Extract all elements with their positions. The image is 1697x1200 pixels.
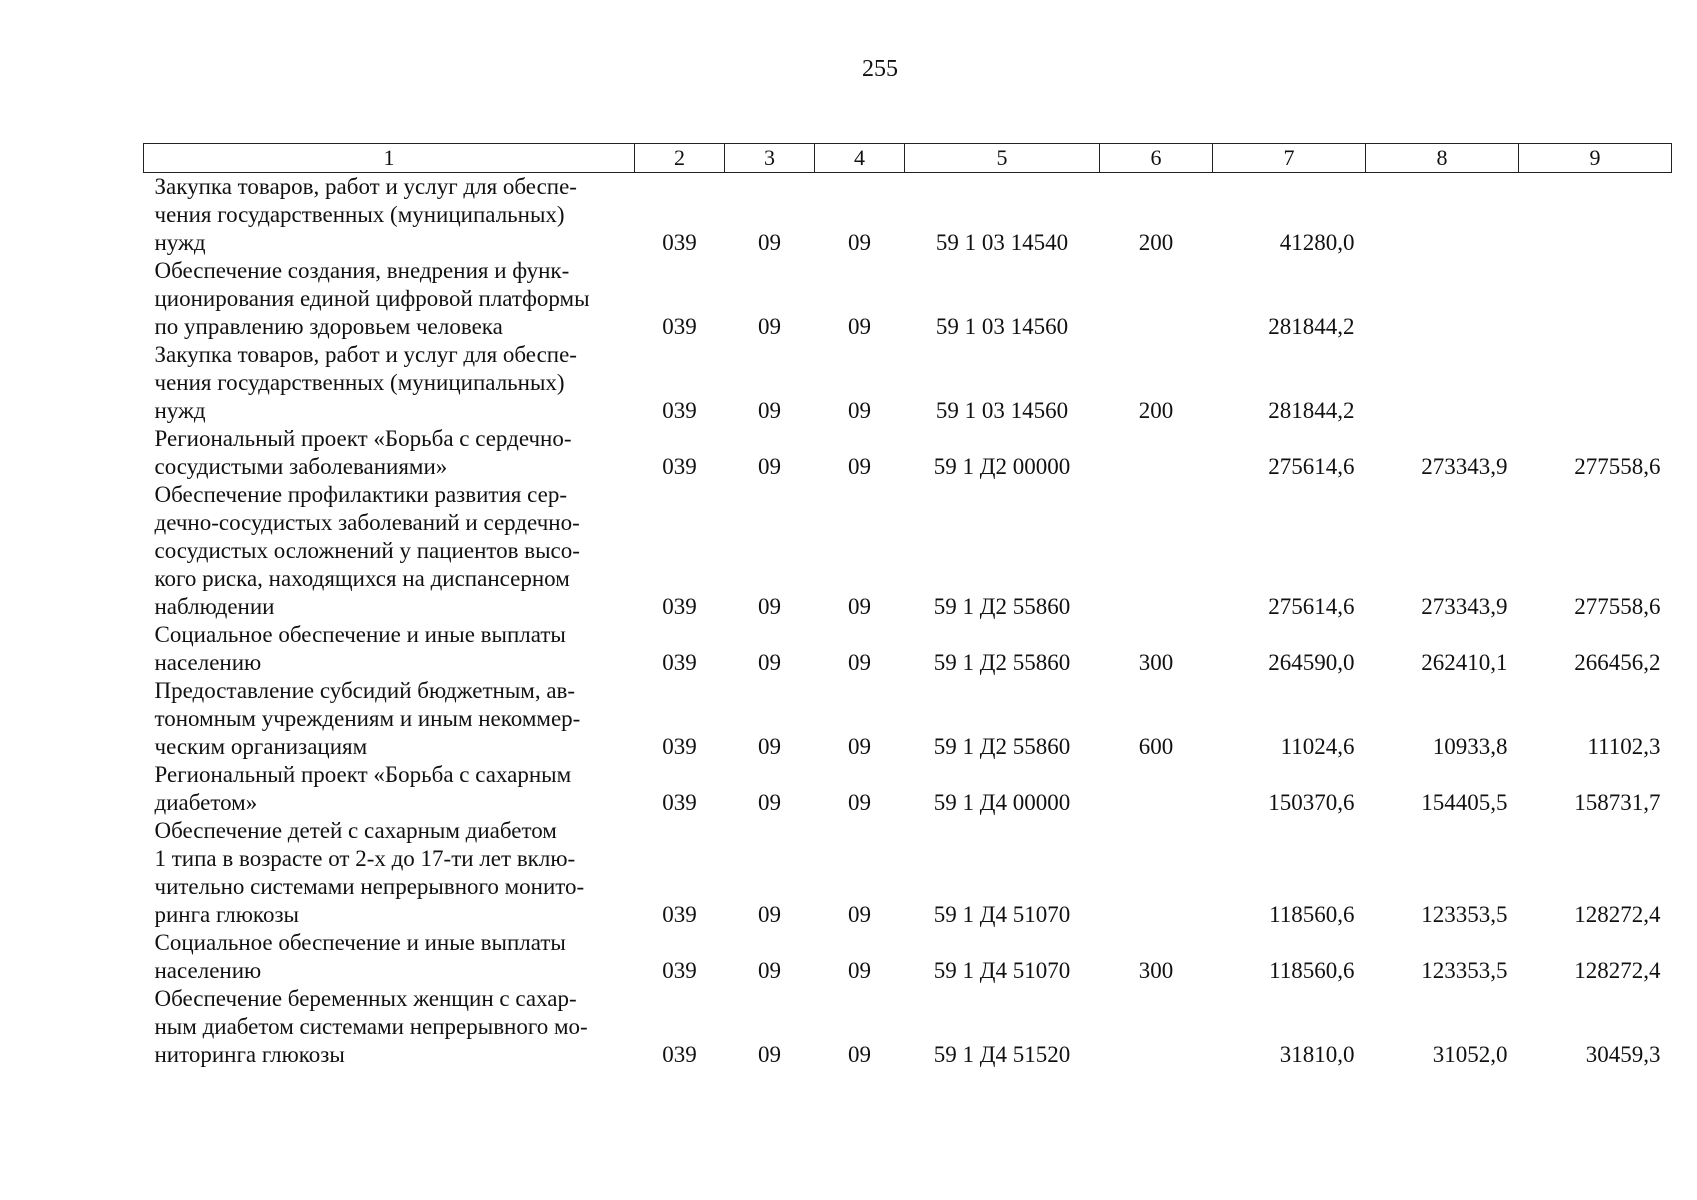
section-code: 09 xyxy=(758,314,781,339)
subsection-code: 09 xyxy=(848,398,871,423)
section-code: 09 xyxy=(758,902,781,927)
amount-year-3 xyxy=(1519,173,1672,258)
target-article-code: 59 1 03 14560 xyxy=(935,314,1069,339)
amount-year-2: 123353,5 xyxy=(1421,958,1508,983)
description-line: населению xyxy=(154,650,262,675)
description-line: ным диабетом системами непрерывного мо- xyxy=(154,1014,588,1039)
table-row xyxy=(144,677,1672,761)
amount-year-2: 10933,8 xyxy=(1432,734,1508,759)
amount-year-2: 273343,9 xyxy=(1421,594,1508,619)
target-article-code: 59 1 Д4 51520 xyxy=(933,1042,1071,1067)
row-description xyxy=(144,621,635,677)
amount-year-3: 128272,4 xyxy=(1574,902,1661,927)
expense-type-code xyxy=(1100,761,1213,817)
amount-year-3: 128272,4 xyxy=(1574,958,1661,983)
chapter-code: 039 xyxy=(662,314,697,339)
description-line: диабетом» xyxy=(154,790,258,815)
amount-year-3: 158731,7 xyxy=(1574,790,1661,815)
chapter-code: 039 xyxy=(662,734,697,759)
column-header-6: 6 xyxy=(1100,144,1213,173)
section-code: 09 xyxy=(758,398,781,423)
expense-type-code: 300 xyxy=(1138,650,1174,675)
table-row xyxy=(144,257,1672,341)
subsection-code: 09 xyxy=(848,314,871,339)
section-code: 09 xyxy=(758,454,781,479)
description-line: ческим организациям xyxy=(154,734,368,759)
amount-year-2: 154405,5 xyxy=(1421,790,1508,815)
row-description xyxy=(144,985,635,1069)
amount-year-1: 281844,2 xyxy=(1268,398,1355,423)
description-line: Закупка товаров, работ и услуг для обеспе- xyxy=(154,342,577,367)
chapter-code: 039 xyxy=(662,230,697,255)
row-description xyxy=(144,257,635,341)
row-description xyxy=(144,481,635,621)
target-article-code: 59 1 Д2 55860 xyxy=(933,594,1071,619)
subsection-code: 09 xyxy=(848,734,871,759)
target-article-code: 59 1 Д2 00000 xyxy=(933,454,1071,479)
subsection-code: 09 xyxy=(848,958,871,983)
amount-year-3: 266456,2 xyxy=(1574,650,1661,675)
description-line: кого риска, находящихся на диспансерном xyxy=(154,566,570,591)
header-row xyxy=(144,144,1672,173)
description-line: чения государственных (муниципальных) xyxy=(154,202,565,227)
amount-year-1: 41280,0 xyxy=(1279,230,1355,255)
column-header-9: 9 xyxy=(1519,144,1672,173)
section-code: 09 xyxy=(758,650,781,675)
amount-year-2: 262410,1 xyxy=(1421,650,1508,675)
description-line: Обеспечение беременных женщин с сахар- xyxy=(154,986,577,1011)
table-row xyxy=(144,929,1672,985)
expense-type-code: 200 xyxy=(1138,398,1174,423)
subsection-code: 09 xyxy=(848,902,871,927)
table-body xyxy=(144,173,1672,1070)
target-article-code: 59 1 Д4 51070 xyxy=(933,958,1071,983)
description-line: Закупка товаров, работ и услуг для обеспе- xyxy=(154,174,577,199)
amount-year-3: 277558,6 xyxy=(1574,594,1661,619)
description-line: сосудистыми заболеваниями» xyxy=(154,454,448,479)
amount-year-2 xyxy=(1366,341,1519,425)
description-line: чения государственных (муниципальных) xyxy=(154,370,565,395)
section-code: 09 xyxy=(758,594,781,619)
table-row xyxy=(144,481,1672,621)
row-description xyxy=(144,677,635,761)
target-article-code: 59 1 03 14540 xyxy=(935,230,1069,255)
chapter-code: 039 xyxy=(662,454,697,479)
amount-year-3: 30459,3 xyxy=(1585,1042,1661,1067)
column-header-7: 7 xyxy=(1213,144,1366,173)
section-code: 09 xyxy=(758,1042,781,1067)
table-row xyxy=(144,761,1672,817)
subsection-code: 09 xyxy=(848,454,871,479)
table-row xyxy=(144,621,1672,677)
chapter-code: 039 xyxy=(662,902,697,927)
chapter-code: 039 xyxy=(662,398,697,423)
column-header-2: 2 xyxy=(635,144,725,173)
expense-type-code xyxy=(1100,481,1213,621)
amount-year-1: 264590,0 xyxy=(1268,650,1355,675)
target-article-code: 59 1 Д4 51070 xyxy=(933,902,1071,927)
description-line: Обеспечение детей с сахарным диабетом xyxy=(154,818,557,843)
description-line: наблюдении xyxy=(154,594,275,619)
description-line: ринга глюкозы xyxy=(154,902,299,927)
amount-year-2: 273343,9 xyxy=(1421,454,1508,479)
description-line: сосудистых осложнений у пациентов высо- xyxy=(154,538,580,563)
chapter-code: 039 xyxy=(662,790,697,815)
table-header xyxy=(144,144,1672,173)
section-code: 09 xyxy=(758,790,781,815)
description-line: Предоставление субсидий бюджетным, ав- xyxy=(154,678,576,703)
column-header-4: 4 xyxy=(815,144,905,173)
amount-year-1: 275614,6 xyxy=(1268,594,1355,619)
column-header-5: 5 xyxy=(905,144,1100,173)
column-header-1: 1 xyxy=(144,144,635,173)
expense-type-code xyxy=(1100,257,1213,341)
description-line: Обеспечение создания, внедрения и функ- xyxy=(154,258,570,283)
expense-type-code: 300 xyxy=(1138,958,1174,983)
description-line: Социальное обеспечение и иные выплаты xyxy=(154,930,566,955)
description-line: тономным учреждениям и иным некоммер- xyxy=(154,706,581,731)
amount-year-3 xyxy=(1519,257,1672,341)
chapter-code: 039 xyxy=(662,1042,697,1067)
description-line: 1 типа в возрасте от 2-х до 17-ти лет вклю- xyxy=(154,846,576,871)
amount-year-3: 11102,3 xyxy=(1587,734,1661,759)
description-line: чительно системами непрерывного монито- xyxy=(154,874,585,899)
subsection-code: 09 xyxy=(848,230,871,255)
expense-type-code: 200 xyxy=(1138,230,1174,255)
description-line: Обеспечение профилактики развития сер- xyxy=(154,482,567,507)
amount-year-1: 118560,6 xyxy=(1269,958,1355,983)
row-description xyxy=(144,341,635,425)
amount-year-3: 277558,6 xyxy=(1574,454,1661,479)
subsection-code: 09 xyxy=(848,594,871,619)
subsection-code: 09 xyxy=(848,650,871,675)
chapter-code: 039 xyxy=(662,958,697,983)
description-line: Региональный проект «Борьба с сердечно- xyxy=(154,426,572,451)
section-code: 09 xyxy=(758,230,781,255)
budget-table xyxy=(143,143,1672,1069)
description-line: ниторинга глюкозы xyxy=(154,1042,345,1067)
description-line: нужд xyxy=(154,398,206,423)
description-line: по управлению здоровьем человека xyxy=(154,314,503,339)
chapter-code: 039 xyxy=(662,594,697,619)
target-article-code: 59 1 Д4 00000 xyxy=(933,790,1071,815)
target-article-code: 59 1 Д2 55860 xyxy=(933,650,1071,675)
amount-year-3 xyxy=(1519,341,1672,425)
description-line: Социальное обеспечение и иные выплаты xyxy=(154,622,566,647)
table-row xyxy=(144,985,1672,1069)
expense-type-code xyxy=(1100,985,1213,1069)
table-row xyxy=(144,425,1672,481)
amount-year-1: 11024,6 xyxy=(1280,734,1355,759)
row-description xyxy=(144,173,635,258)
amount-year-1: 31810,0 xyxy=(1279,1042,1355,1067)
expense-type-code: 600 xyxy=(1138,734,1174,759)
amount-year-1: 281844,2 xyxy=(1268,314,1355,339)
amount-year-2: 31052,0 xyxy=(1432,1042,1508,1067)
table-row xyxy=(144,341,1672,425)
amount-year-1: 275614,6 xyxy=(1268,454,1355,479)
expense-type-code xyxy=(1100,425,1213,481)
column-header-3: 3 xyxy=(725,144,815,173)
row-description xyxy=(144,761,635,817)
chapter-code: 039 xyxy=(662,650,697,675)
subsection-code: 09 xyxy=(848,790,871,815)
amount-year-1: 150370,6 xyxy=(1268,790,1355,815)
column-header-8: 8 xyxy=(1366,144,1519,173)
section-code: 09 xyxy=(758,958,781,983)
section-code: 09 xyxy=(758,734,781,759)
page-number: 255 xyxy=(862,56,898,82)
amount-year-1: 118560,6 xyxy=(1269,902,1355,927)
row-description xyxy=(144,425,635,481)
subsection-code: 09 xyxy=(848,1042,871,1067)
expense-type-code xyxy=(1100,817,1213,929)
row-description xyxy=(144,929,635,985)
description-line: ционирования единой цифровой платформы xyxy=(154,286,590,311)
table-row xyxy=(144,173,1672,258)
table-row xyxy=(144,817,1672,929)
amount-year-2 xyxy=(1366,257,1519,341)
amount-year-2: 123353,5 xyxy=(1421,902,1508,927)
description-line: нужд xyxy=(154,230,206,255)
row-description xyxy=(144,817,635,929)
description-line: Региональный проект «Борьба с сахарным xyxy=(154,762,572,787)
amount-year-2 xyxy=(1366,173,1519,258)
target-article-code: 59 1 03 14560 xyxy=(935,398,1069,423)
description-line: населению xyxy=(154,958,262,983)
description-line: дечно-сосудистых заболеваний и сердечно- xyxy=(154,510,580,535)
target-article-code: 59 1 Д2 55860 xyxy=(933,734,1071,759)
